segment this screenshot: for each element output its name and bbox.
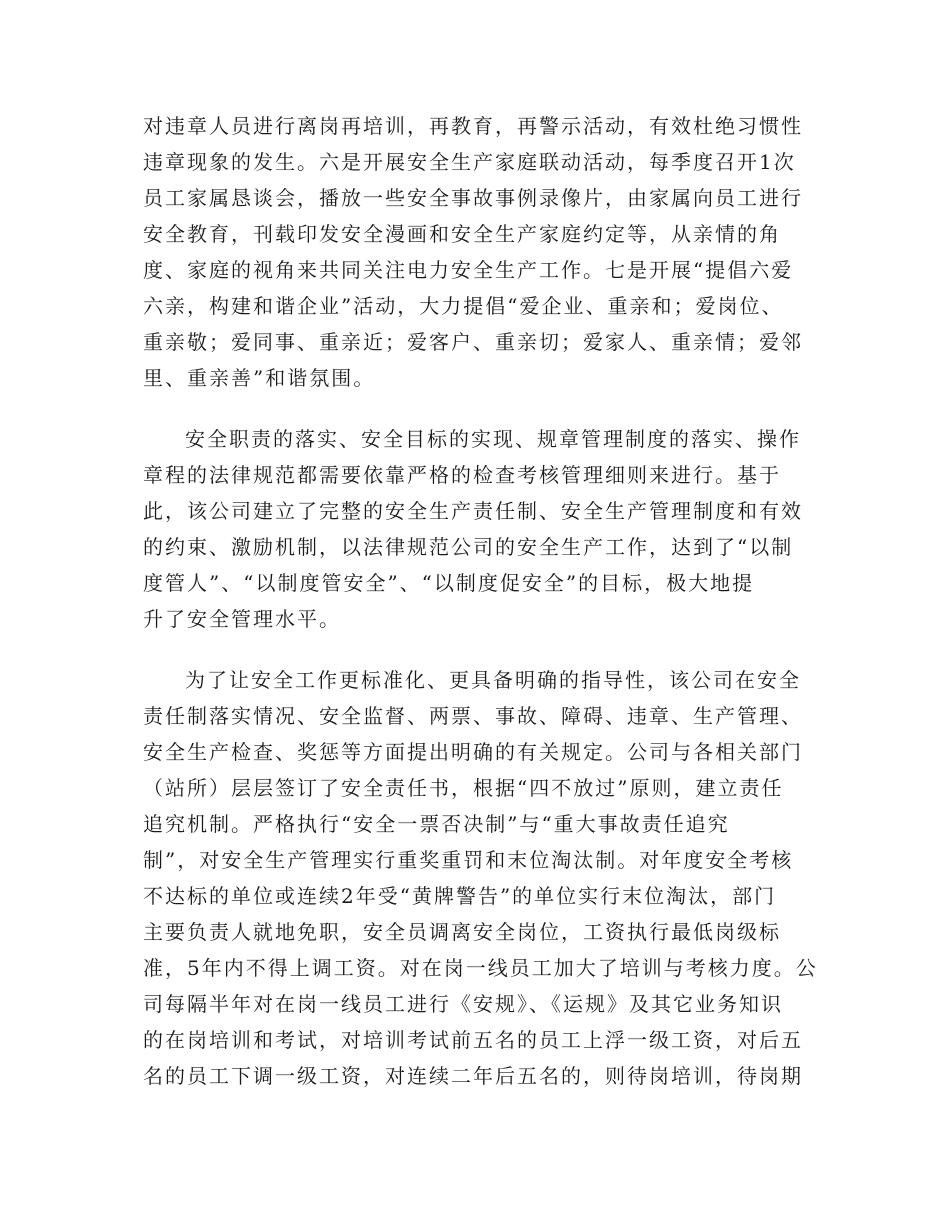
text-line: 安全职责的落实、安全目标的实现、规章管理制度的落实、操作 <box>185 427 801 451</box>
text-line: 章程的法律规范都需要依靠严格的检查考核管理细则来进行。基于 <box>143 463 781 487</box>
text-line: 的约束、激励机制，以法律规范公司的安全生产工作，达到了“以制 <box>143 535 794 559</box>
text-line: （站所）层层签订了安全责任书，根据“四不放过”原则，建立责任 <box>143 776 784 800</box>
paragraph-gap <box>143 396 808 421</box>
text-line: 对违章人员进行离岗再培训，再教育，再警示活动，有效杜绝习惯性 <box>143 114 803 138</box>
paragraph-responsibility <box>143 662 818 1094</box>
text-line: 升了安全管理水平。 <box>143 607 341 631</box>
paragraph-gap <box>143 637 808 662</box>
text-line: 里、重亲善”和谐氛围。 <box>143 366 376 390</box>
text-line: 制”，对安全生产管理实行重奖重罚和末位淘汰制。对年度安全考核 <box>143 848 794 872</box>
text-line: 名的员工下调一级工资，对连续二年后五名的，则待岗培训，待岗期 <box>143 1064 803 1088</box>
text-line: 安全教育，刊载印发安全漫画和安全生产家庭约定等，从亲情的角 <box>143 222 781 246</box>
text-line: 追究机制。严格执行“安全一票否决制”与“重大事故责任追究 <box>143 812 730 836</box>
text-line: 安全生产检查、奖惩等方面提出明确的有关规定。公司与各相关部门 <box>143 740 803 764</box>
text-line: 度管人”、“以制度管安全”、“以制度促安全”的目标，极大地提 <box>143 571 755 595</box>
paragraph-safety-system <box>143 421 808 637</box>
text-line: 准，5年内不得上调工资。对在岗一线员工加大了培训与考核力度。公 <box>143 956 818 980</box>
text-line: 度、家庭的视角来共同关注电力安全生产工作。七是开展“提倡六爱 <box>143 258 794 282</box>
text-line: 违章现象的发生。六是开展安全生产家庭联动活动，每季度召开1次 <box>143 150 796 174</box>
text-line: 不达标的单位或连续2年受“黄牌警告”的单位实行末位淘汰，部门 <box>143 884 777 908</box>
text-line: 六亲，构建和谐企业”活动，大力提倡“爱企业、重亲和；爱岗位、 <box>143 294 784 318</box>
text-line: 主要负责人就地免职，安全员调离安全岗位，工资执行最低岗级标 <box>143 920 781 944</box>
document-body <box>143 108 818 1094</box>
text-line: 责任制落实情况、安全监督、两票、事故、障碍、违章、生产管理、 <box>143 704 803 728</box>
text-line: 司每隔半年对在岗一线员工进行《安规》、《运规》及其它业务知识 <box>143 992 783 1016</box>
text-line: 此，该公司建立了完整的安全生产责任制、安全生产管理制度和有效 <box>143 499 803 523</box>
text-line: 的在岗培训和考试，对培训考试前五名的员工上浮一级工资，对后五 <box>143 1028 803 1052</box>
text-line: 为了让安全工作更标准化、更具备明确的指导性，该公司在安全 <box>185 668 801 692</box>
text-line: 员工家属恳谈会，播放一些安全事故事例录像片，由家属向员工进行 <box>143 186 803 210</box>
text-line: 重亲敬；爱同事、重亲近；爱客户、重亲切；爱家人、重亲情；爱邻 <box>143 330 803 354</box>
paragraph-family-safety <box>143 108 808 396</box>
